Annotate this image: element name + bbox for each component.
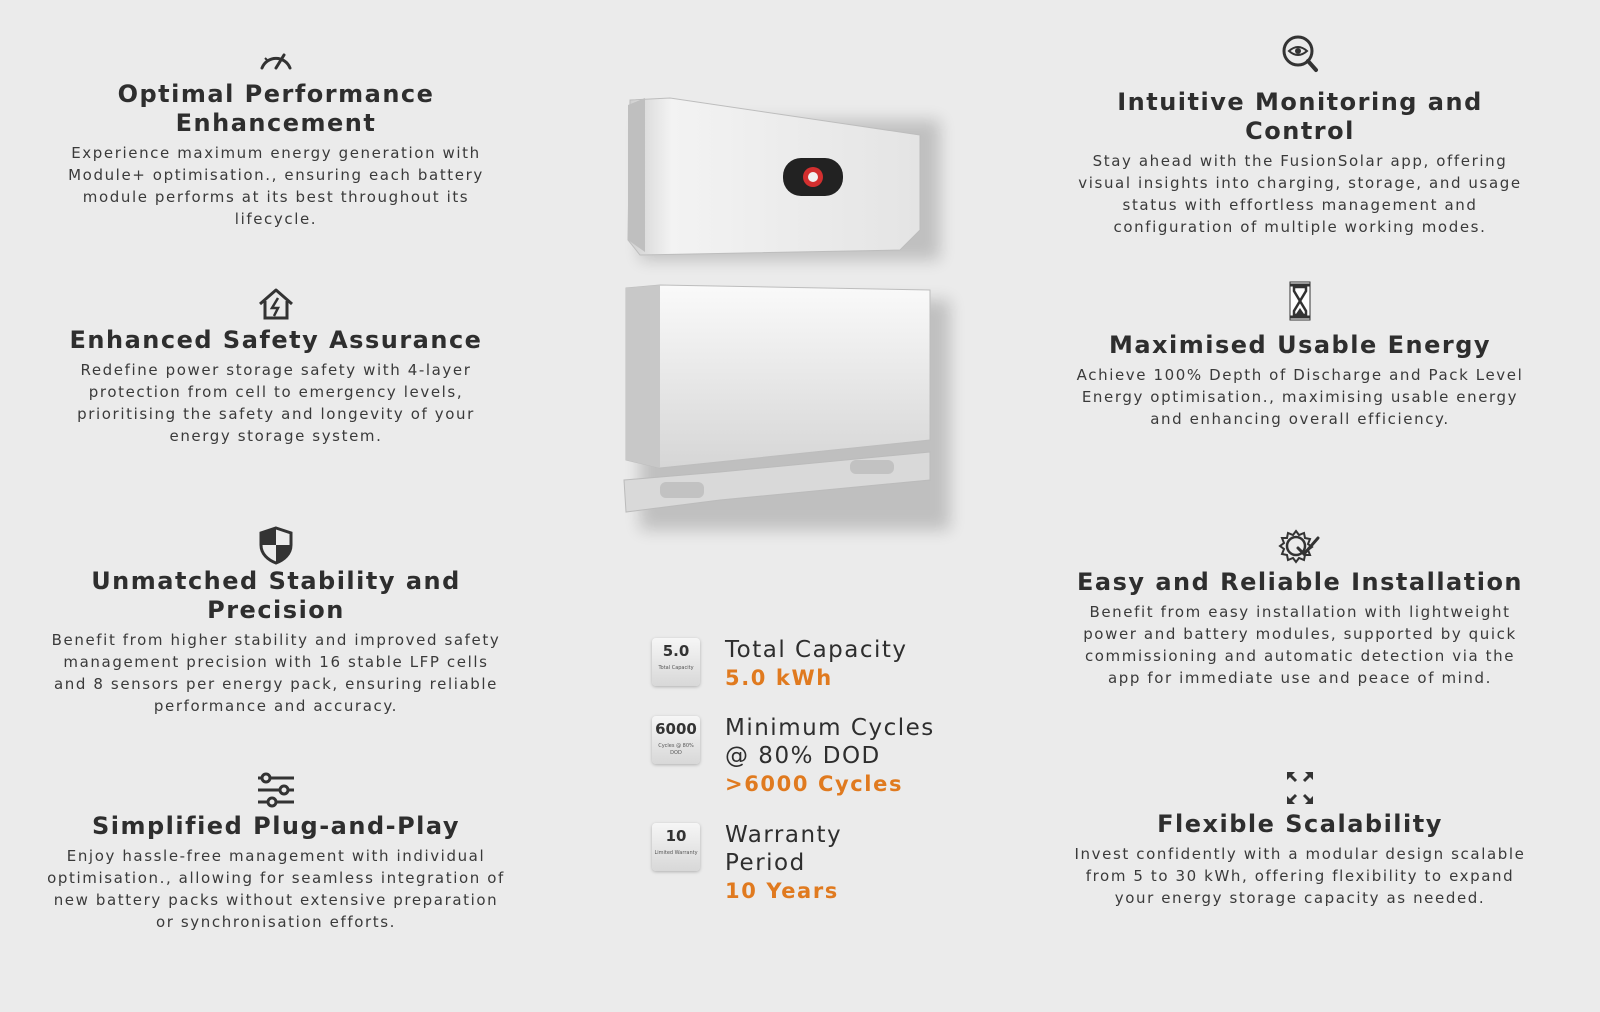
eye-search-icon <box>1276 34 1324 74</box>
feature-plug-and-play <box>36 770 516 933</box>
spec-value: 10 Years <box>725 879 839 903</box>
feature-description: Enjoy hassle-free management with individual optimisation., allowing for seamless integration of new battery packs without extensive preparation or synchronisation efforts. <box>47 847 505 931</box>
feature-description: Experience maximum energy generation with Module+ optimisation., ensuring each battery module performs at its best throughout its lifecycle. <box>68 144 484 228</box>
feature-title: Maximised Usable Energy <box>1108 331 1492 359</box>
feature-optimal-performance <box>36 38 516 230</box>
feature-description: Benefit from higher stability and improved safety management precision with 16 stable LFP cells and 8 sensors per energy pack, ensuring reliable performance and accuracy. <box>51 631 501 715</box>
gear-check-icon <box>1276 526 1324 566</box>
spec-label: Period <box>725 850 806 876</box>
feature-description: Stay ahead with the FusionSolar app, offering visual insights into charging, storage, and usage status with effortless management and configuration of multiple working modes. <box>1078 152 1522 236</box>
spec-label: Minimum Cycles <box>725 715 935 741</box>
shield-icon <box>252 525 300 565</box>
feature-title: Flexible Scalability <box>1157 810 1443 838</box>
feature-monitoring-control <box>1060 34 1540 238</box>
feature-title: Optimal Performance Enhancement <box>117 80 435 137</box>
feature-title: Simplified Plug-and-Play <box>91 812 460 840</box>
spec-value: >6000 Cycles <box>725 772 904 796</box>
cycles-badge-icon: 6000 Cycles @ 80% DOD <box>652 716 700 764</box>
spec-value: 5.0 kWh <box>725 666 833 690</box>
warranty-badge-icon: 10 Limited Warranty <box>652 823 700 871</box>
feature-easy-installation <box>1060 526 1540 689</box>
capacity-badge-icon: 5.0 Total Capacity <box>652 638 700 686</box>
hourglass-icon <box>1276 281 1324 321</box>
spec-label: Total Capacity <box>725 637 908 663</box>
spec-label: @ 80% DOD <box>725 743 881 769</box>
feature-description: Achieve 100% Depth of Discharge and Pack Level Energy optimisation., maximising usable energy and enhancing overall efficiency. <box>1076 366 1524 428</box>
feature-description: Redefine power storage safety with 4-layer protection from cell to emergency levels, prioritising the safety and longevity of your energy storage system. <box>77 361 475 445</box>
battery-product-image <box>600 80 1000 580</box>
house-bolt-icon <box>252 284 300 324</box>
feature-title: Unmatched Stability and Precision <box>91 567 461 624</box>
feature-title: Intuitive Monitoring and Control <box>1117 88 1483 145</box>
sliders-icon <box>252 770 300 810</box>
spec-label: Warranty <box>725 822 843 848</box>
feature-flexible-scalability <box>1060 768 1540 909</box>
feature-usable-energy <box>1060 281 1540 430</box>
feature-title: Easy and Reliable Installation <box>1076 568 1524 596</box>
feature-stability-precision <box>36 525 516 717</box>
spec-total-capacity <box>652 636 992 692</box>
feature-description: Benefit from easy installation with lightweight power and battery modules, supported by quick commissioning and automatic detection via the app for immediate use and peace of mind. <box>1083 603 1517 687</box>
spec-minimum-cycles <box>652 714 992 798</box>
feature-title: Enhanced Safety Assurance <box>69 326 483 354</box>
feature-description: Invest confidently with a modular design scalable from 5 to 30 kWh, offering flexibility to expand your energy storage capacity as needed. <box>1074 845 1526 907</box>
spec-warranty-period <box>652 821 992 905</box>
feature-safety-assurance <box>36 284 516 447</box>
expand-arrows-icon <box>1276 768 1324 808</box>
speedometer-icon <box>252 38 300 78</box>
